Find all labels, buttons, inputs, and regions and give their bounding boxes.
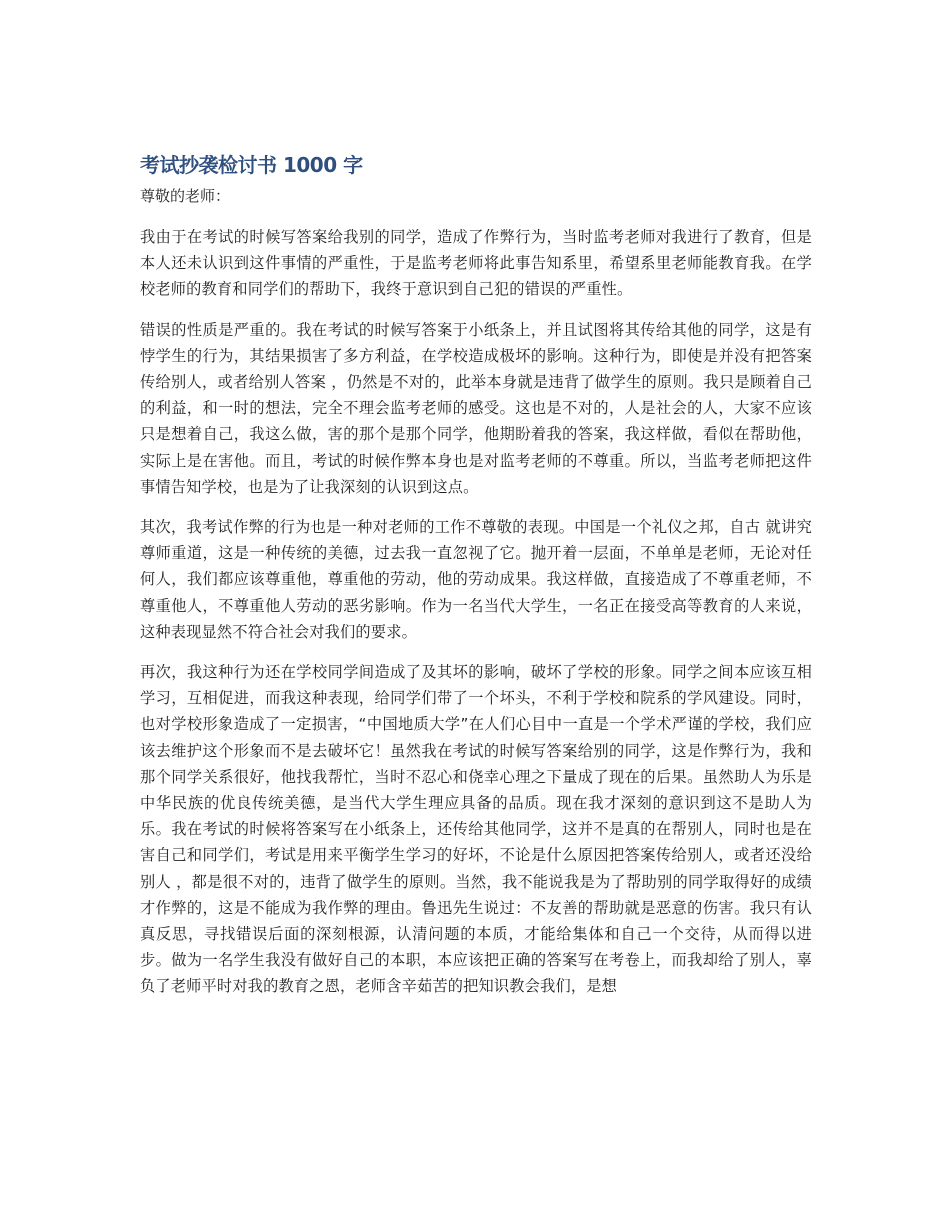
paragraph-1: 我由于在考试的时候写答案给我别的同学，造成了作弊行为，当时监考老师对我进行了教育，但是本人还未认识到这件事情的严重性，于是监考老师将此事告知系里，希望系里老师能教育我。在学校老师的教育和同学们的帮助下，我终于意识到自己犯的错误的严重性。 [140,228,812,299]
salutation: 尊敬的老师： [140,187,231,205]
document-body [140,150,812,1000]
paragraph-2: 错误的性质是严重的。我在考试的时候写答案于小纸条上，并且试图将其传给其他的同学，这是有悖学生的行为，其结果损害了多方利益，在学校造成极坏的影响。这种行为，即使是并没有把答案传给别人，或者给别人答案 ，仍然是不对的，此举本身就是违背了做学生的原则。我只是顾着自己的利益，和一时的想法，完全不理会监考老师的感受。这也是不对的，人是社会的人，大家不应该只是想着自己，我这么做，害的那个是那个同学，他期盼着我的答案，我这样做，看似在帮助他，实际上是在害他。而且，考试的时候作弊本身也是对监考老师的不尊重。所以，当监考老师把这件事情告知学校，也是为了让我深刻的认识到这点。 [140,320,812,496]
paragraph-3: 其次，我考试作弊的行为也是一种对老师的工作不尊敬的表现。中国是一个礼仪之邦，自古 就讲究尊师重道，这是一种传统的美德，过去我一直忽视了它。抛开着一层面，不单单是老师，无论对任何人，我们都应该尊重他，尊重他的劳动，他的劳动成果。我这样做，直接造成了不尊重老师，不尊重他人，不尊重他人劳动的恶劣影响。作为一名当代大学生，一名正在接受高等教育的人来说，这种表现显然不符合社会对我们的要求。 [140,518,812,641]
document-title: 考试抄袭检讨书 1000 字 [140,153,363,177]
paragraph-4: 再次，我这种行为还在学校同学间造成了及其坏的影响，破坏了学校的形象。同学之间本应该互相学习，互相促进，而我这种表现，给同学们带了一个坏头，不利于学校和院系的学风建设。同时，也对学校形象造成了一定损害，“中国地质大学”在人们心目中一直是一个学术严谨的学校，我们应该去维护这个形象而不是去破坏它！虽然我在考试的时候写答案给别的同学，这是作弊行为，我和那个同学关系很好，他找我帮忙，当时不忍心和侥幸心理之下量成了现在的后果。虽然助人为乐是中华民族的优良传统美德，是当代大学生理应具备的品质。现在我才深刻的意识到这不是助人为乐。我在考试的时候将答案写在小纸条上，还传给其他同学，这并不是真的在帮别人，同时也是在害自己和同学们，考试是用来平衡学生学习的好坏，不论是什么原因把答案传给别人，或者还没给别人 ，都是很不对的，违背了做学生的原则。当然，我不能说我是为了帮助别的同学取得好的成绩才作弊的，这是不能成为我作弊的理由。鲁迅先生说过：不友善的帮助就是恶意的伤害。我只有认真反思，寻找错误后面的深刻根源，认清问题的本质，才能给集体和自己一个交待，从而得以进步。做为一名学生我没有做好自己的本职，本应该把正确的答案写在考卷上，而我却给了别人，辜负了老师平时对我的教育之恩，老师含辛茹苦的把知识教会我们，是想 [140,663,812,996]
